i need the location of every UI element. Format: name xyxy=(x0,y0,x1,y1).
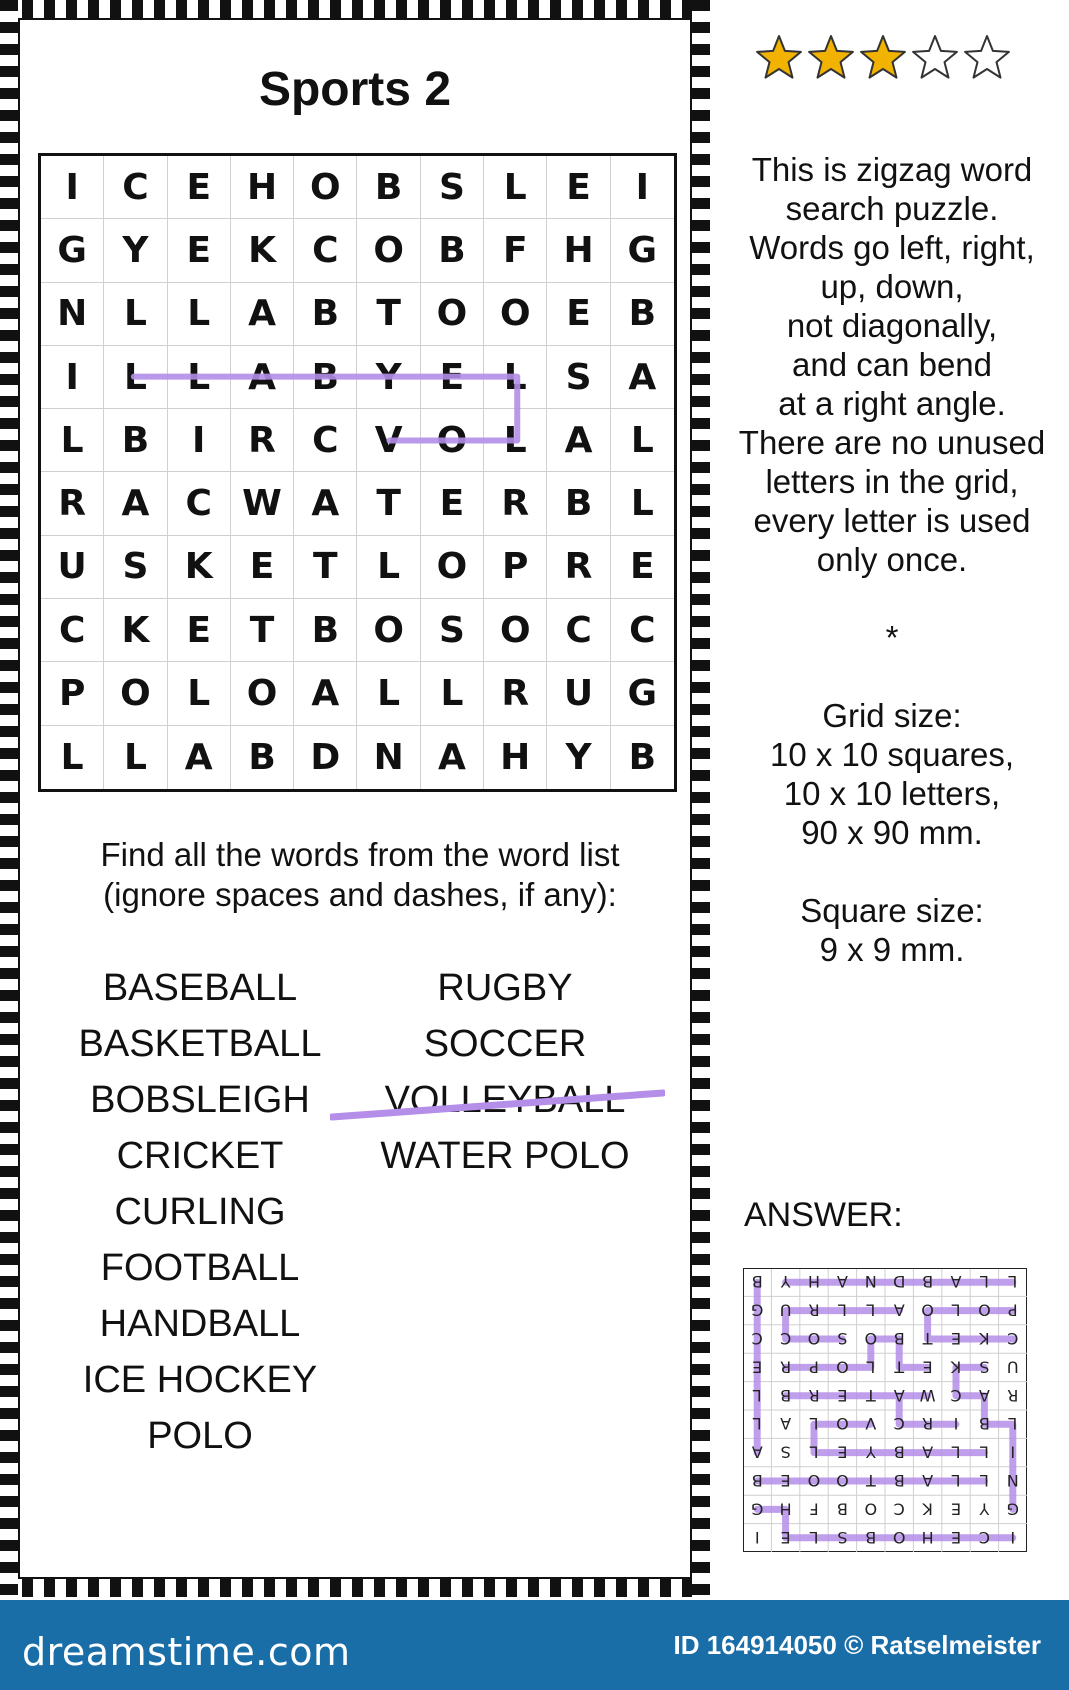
grid-cell: A xyxy=(611,346,674,409)
star-filled-icon xyxy=(757,36,801,78)
grid-cell: E xyxy=(168,219,231,282)
answer-cell-letter: C xyxy=(978,1527,990,1547)
grid-cell: K xyxy=(104,599,167,662)
answer-cell-letter: E xyxy=(780,1527,791,1547)
answer-cell-letter: L xyxy=(752,1385,762,1405)
answer-cell-letter: O xyxy=(836,1471,849,1490)
word-list-column-1 xyxy=(55,960,345,1464)
answer-cell-letter: B xyxy=(751,1272,763,1292)
answer-cell-letter: N xyxy=(864,1272,877,1292)
word-list-item: RUGBY xyxy=(437,967,573,1009)
grid-cell: C xyxy=(104,156,167,219)
page-title: Sports 2 xyxy=(258,63,452,116)
answer-cell-letter: A xyxy=(780,1414,792,1434)
brand-logo: dreamstime.com xyxy=(22,1630,351,1674)
grid-cell: V xyxy=(357,409,420,472)
answer-cell-letter: S xyxy=(837,1527,848,1547)
answer-cell-letter: R xyxy=(922,1414,934,1434)
answer-cell-letter: K xyxy=(979,1329,990,1348)
answer-cell-letter: L xyxy=(951,1300,961,1320)
answer-cell-letter: O xyxy=(836,1357,849,1377)
grid-cell: I xyxy=(611,156,674,219)
description-line: up, down, xyxy=(820,268,964,305)
grid-cell: A xyxy=(168,726,231,789)
grid-cell: B xyxy=(231,726,294,789)
answer-cell-letter: F xyxy=(809,1499,819,1519)
description-line: 10 x 10 letters, xyxy=(783,775,1001,812)
answer-cell-letter: L xyxy=(809,1527,819,1547)
grid-cell: C xyxy=(294,219,357,282)
answer-cell-letter: A xyxy=(978,1385,990,1405)
grid-cell: R xyxy=(41,472,104,535)
answer-cell-letter: T xyxy=(922,1329,933,1348)
description-line: at a right angle. xyxy=(778,385,1006,422)
instruction-line-1: Find all the words from the word list xyxy=(100,836,620,873)
word-list-item: ICE HOCKEY xyxy=(82,1359,318,1401)
answer-cell-letter: R xyxy=(780,1357,792,1377)
grid-cell: A xyxy=(231,283,294,346)
grid-cell: O xyxy=(484,283,547,346)
word-list-item: FOOTBALL xyxy=(100,1247,300,1289)
grid-cell: L xyxy=(421,662,484,725)
grid-cell: E xyxy=(168,156,231,219)
answer-cell-letter: C xyxy=(780,1329,792,1348)
description-line: search puzzle. xyxy=(785,190,999,227)
grid-cell: O xyxy=(231,662,294,725)
answer-cell-letter: A xyxy=(836,1272,848,1292)
answer-cell-letter: H xyxy=(807,1272,821,1292)
word-list-item: BASEBALL xyxy=(102,967,298,1009)
grid-cell: H xyxy=(547,219,610,282)
grid-cell: C xyxy=(41,599,104,662)
word-list-item: POLO xyxy=(147,1415,253,1457)
answer-cell-letter: L xyxy=(1008,1272,1018,1292)
description-line: * xyxy=(885,619,899,656)
grid-cell: K xyxy=(231,219,294,282)
grid-cell: G xyxy=(611,219,674,282)
grid-cell: C xyxy=(294,409,357,472)
answer-cell-letter: I xyxy=(1010,1442,1016,1462)
answer-cell-letter: E xyxy=(950,1499,962,1519)
grid-cell: O xyxy=(357,599,420,662)
answer-cell-letter: C xyxy=(893,1414,905,1434)
answer-cell-letter: O xyxy=(892,1527,906,1547)
frame-border-left xyxy=(0,0,18,1597)
answer-cell-letter: O xyxy=(807,1329,821,1348)
answer-cell-letter: O xyxy=(864,1499,878,1519)
frame-border-right xyxy=(692,0,710,1597)
answer-cell-letter: A xyxy=(950,1272,962,1292)
answer-cell-letter: O xyxy=(978,1300,991,1320)
grid-cell: O xyxy=(484,599,547,662)
grid-cell: B xyxy=(294,346,357,409)
instructions xyxy=(40,835,680,915)
grid-cell: B xyxy=(104,409,167,472)
grid-cell: B xyxy=(357,156,420,219)
grid-cell: L xyxy=(611,472,674,535)
answer-cell-letter: A xyxy=(922,1442,934,1462)
answer-cell-letter: N xyxy=(1006,1471,1019,1490)
grid-cell: H xyxy=(484,726,547,789)
answer-cell-letter: W xyxy=(919,1385,936,1405)
grid-cell: O xyxy=(357,219,420,282)
grid-cell: E xyxy=(611,536,674,599)
answer-cell-letter: R xyxy=(808,1300,820,1320)
answer-cell-letter: L xyxy=(809,1442,819,1462)
answer-cell-letter: S xyxy=(780,1442,791,1462)
answer-cell-letter: L xyxy=(951,1471,961,1490)
grid-cell: L xyxy=(104,283,167,346)
answer-cell-letter: R xyxy=(808,1385,820,1405)
grid-cell: A xyxy=(104,472,167,535)
answer-cell-letter: L xyxy=(866,1300,876,1320)
grid-cell: P xyxy=(41,662,104,725)
answer-cell-letter: G xyxy=(1006,1499,1020,1519)
grid-cell: S xyxy=(547,346,610,409)
description-line: 9 x 9 mm. xyxy=(819,931,965,968)
answer-cell-letter: E xyxy=(837,1442,848,1462)
word-list-item: BOBSLEIGH xyxy=(90,1079,310,1121)
grid-cell: T xyxy=(357,472,420,535)
grid-cell: B xyxy=(611,283,674,346)
answer-cell-letter: L xyxy=(809,1414,819,1434)
answer-cell-letter: S xyxy=(979,1357,990,1377)
answer-cell-letter: A xyxy=(893,1300,905,1320)
answer-cell-letter: O xyxy=(864,1329,878,1348)
grid-cell: T xyxy=(294,536,357,599)
description-line: and can bend xyxy=(791,346,992,383)
answer-cell-letter: L xyxy=(979,1471,989,1490)
answer-cell-letter: C xyxy=(950,1385,962,1405)
grid-cell: L xyxy=(41,726,104,789)
frame-border-top xyxy=(0,0,710,18)
image-credit: ID 164914050 © Ratselmeister xyxy=(673,1630,1041,1660)
answer-cell-letter: V xyxy=(865,1414,877,1434)
answer-cell-letter: Y xyxy=(979,1499,990,1519)
grid-cell: E xyxy=(547,283,610,346)
grid-cell: U xyxy=(547,662,610,725)
answer-cell-letter: B xyxy=(978,1414,990,1434)
answer-cell-letter: Y xyxy=(780,1272,791,1292)
answer-cell-letter: H xyxy=(921,1527,934,1547)
grid-cell: E xyxy=(168,599,231,662)
answer-cell-letter: T xyxy=(894,1357,905,1377)
answer-cell-letter: C xyxy=(893,1499,905,1519)
star-filled-icon xyxy=(809,36,853,78)
description-line: letters in the grid, xyxy=(765,463,1019,500)
answer-cell-letter: L xyxy=(979,1442,989,1462)
grid-cell: L xyxy=(611,409,674,472)
answer-cell-letter: A xyxy=(751,1442,763,1462)
answer-cell-letter: D xyxy=(893,1272,906,1292)
grid-cell: S xyxy=(104,536,167,599)
grid-cell: E xyxy=(421,346,484,409)
answer-cell-letter: R xyxy=(1007,1385,1019,1405)
answer-cell-letter: A xyxy=(893,1385,905,1405)
grid-cell: A xyxy=(294,662,357,725)
grid-cell: N xyxy=(357,726,420,789)
grid-cell: L xyxy=(357,662,420,725)
answer-cell-letter: E xyxy=(950,1329,962,1348)
grid-cell: O xyxy=(294,156,357,219)
answer-cell-letter: L xyxy=(752,1414,762,1434)
answer-cell-letter: E xyxy=(837,1385,848,1405)
grid-cell: I xyxy=(41,346,104,409)
grid-cell: L xyxy=(484,156,547,219)
description-line xyxy=(722,657,1062,696)
description-line: This is zigzag word xyxy=(751,151,1033,188)
grid-cell: I xyxy=(168,409,231,472)
grid-cell: H xyxy=(231,156,294,219)
grid-cell: L xyxy=(168,662,231,725)
answer-cell-letter: H xyxy=(779,1499,792,1519)
grid-cell: K xyxy=(168,536,231,599)
answer-cell-letter: B xyxy=(893,1442,905,1462)
grid-cell: R xyxy=(231,409,294,472)
star-empty-icon xyxy=(913,36,957,78)
answer-cell-letter: E xyxy=(752,1357,763,1377)
instruction-line-2: (ignore spaces and dashes, if any): xyxy=(103,876,617,913)
answer-label: ANSWER: xyxy=(744,1196,903,1234)
grid-cell: D xyxy=(294,726,357,789)
grid-cell: B xyxy=(421,219,484,282)
grid-cell: R xyxy=(484,472,547,535)
answer-cell-letter: L xyxy=(979,1272,989,1292)
grid-cell: W xyxy=(231,472,294,535)
word-list-item: BASKETBALL xyxy=(78,1023,322,1065)
answer-cell-letter: B xyxy=(865,1527,877,1547)
answer-cell-letter: O xyxy=(921,1300,934,1320)
frame-border-bottom xyxy=(0,1579,710,1597)
answer-cell-letter: P xyxy=(809,1357,819,1377)
answer-cell-letter: I xyxy=(953,1414,959,1434)
answer-cell-letter: B xyxy=(893,1329,905,1348)
grid-cell: O xyxy=(421,283,484,346)
answer-key-grid xyxy=(743,1268,1027,1552)
grid-cell: G xyxy=(611,662,674,725)
description-line: Words go left, right, xyxy=(749,229,1035,266)
grid-cell: E xyxy=(547,156,610,219)
answer-cell-letter: S xyxy=(837,1329,848,1348)
answer-cell-letter: K xyxy=(922,1499,933,1519)
grid-cell: N xyxy=(41,283,104,346)
grid-cell: L xyxy=(484,409,547,472)
word-list-item: CRICKET xyxy=(116,1135,284,1177)
grid-cell: O xyxy=(421,536,484,599)
grid-cell: S xyxy=(421,156,484,219)
answer-cell-letter: Y xyxy=(865,1442,876,1462)
answer-cell-letter: C xyxy=(751,1329,763,1348)
answer-cell-letter: L xyxy=(1008,1414,1018,1434)
grid-cell: B xyxy=(547,472,610,535)
answer-cell-letter: E xyxy=(950,1527,962,1547)
description-line: 90 x 90 mm. xyxy=(801,814,983,851)
answer-cell-letter: O xyxy=(807,1471,821,1490)
answer-cell-letter: U xyxy=(1006,1357,1019,1377)
grid-cell: G xyxy=(41,219,104,282)
answer-cell-letter: E xyxy=(780,1471,791,1490)
grid-cell: C xyxy=(547,599,610,662)
grid-cell: L xyxy=(168,283,231,346)
grid-cell: C xyxy=(168,472,231,535)
grid-cell: U xyxy=(41,536,104,599)
star-filled-icon xyxy=(861,36,905,78)
grid-cell: B xyxy=(628,736,657,778)
word-list-item: HANDBALL xyxy=(99,1303,301,1345)
grid-cell: E xyxy=(421,472,484,535)
answer-cell-letter: G xyxy=(750,1499,764,1519)
description-line: 10 x 10 squares, xyxy=(770,736,1014,773)
grid-cell: L xyxy=(104,726,167,789)
grid-cell: O xyxy=(421,409,484,472)
answer-cell-letter: L xyxy=(866,1357,876,1377)
grid-cell: O xyxy=(104,662,167,725)
grid-cell: L xyxy=(104,346,167,409)
grid-cell: S xyxy=(421,599,484,662)
answer-cell-letter: B xyxy=(836,1499,848,1519)
grid-cell: P xyxy=(484,536,547,599)
grid-cell: R xyxy=(484,662,547,725)
answer-cell-letter: U xyxy=(779,1300,792,1320)
answer-cell-letter: E xyxy=(922,1357,933,1377)
answer-cell-letter: K xyxy=(950,1357,962,1377)
answer-cell-letter: L xyxy=(837,1300,847,1320)
grid-cell: A xyxy=(421,726,484,789)
grid-cell: B xyxy=(294,599,357,662)
description-line: not diagonally, xyxy=(786,307,998,344)
answer-cell-letter: I xyxy=(1010,1527,1016,1547)
word-list-item: VOLLEYBALL xyxy=(384,1079,626,1121)
answer-cell-letter: C xyxy=(1007,1329,1019,1348)
star-empty-icon xyxy=(965,36,1009,78)
answer-cell-letter: B xyxy=(922,1272,934,1292)
word-list-item: WATER POLO xyxy=(380,1135,630,1177)
grid-cell: A xyxy=(547,409,610,472)
answer-cell-letter: T xyxy=(865,1385,876,1405)
answer-cell-letter: I xyxy=(754,1527,760,1547)
grid-cell: Y xyxy=(357,346,420,409)
answer-cell-letter: T xyxy=(865,1471,876,1490)
grid-cell: L xyxy=(357,536,420,599)
description-line: There are no unused xyxy=(738,424,1046,461)
word-list-item: CURLING xyxy=(114,1191,286,1233)
grid-cell: L xyxy=(168,346,231,409)
answer-cell-letter: B xyxy=(751,1471,763,1490)
description-line xyxy=(722,852,1062,891)
word-list-column-2 xyxy=(355,960,655,1184)
grid-cell: Y xyxy=(547,726,610,789)
puzzle-description xyxy=(722,150,1062,969)
footer-bar xyxy=(0,1600,1069,1690)
grid-cell: F xyxy=(484,219,547,282)
grid-cell: R xyxy=(547,536,610,599)
grid-cell: L xyxy=(484,346,547,409)
description-line: only once. xyxy=(816,541,968,578)
grid-cell: B xyxy=(294,283,357,346)
grid-cell: I xyxy=(41,156,104,219)
description-line: Grid size: xyxy=(822,697,962,734)
answer-cell-letter: G xyxy=(750,1300,764,1320)
description-line: every letter is used xyxy=(753,502,1031,539)
grid-cell: Y xyxy=(104,219,167,282)
description-line: Square size: xyxy=(800,892,984,929)
grid-cell: T xyxy=(231,599,294,662)
answer-cell-letter: B xyxy=(893,1471,905,1490)
answer-cell-letter: B xyxy=(780,1385,792,1405)
grid-cell: T xyxy=(357,283,420,346)
grid-cell: L xyxy=(41,409,104,472)
answer-cell-letter: O xyxy=(836,1414,849,1434)
grid-cell: A xyxy=(294,472,357,535)
letter-grid xyxy=(38,153,677,792)
grid-cell: A xyxy=(231,346,294,409)
grid-cell: E xyxy=(231,536,294,599)
grid-cell: C xyxy=(611,599,674,662)
difficulty-rating xyxy=(755,32,1011,84)
answer-cell-letter: L xyxy=(951,1442,961,1462)
description-line xyxy=(722,579,1062,618)
answer-cell-letter: P xyxy=(1007,1300,1018,1320)
answer-cell-letter: A xyxy=(922,1471,934,1490)
word-list-item: SOCCER xyxy=(423,1023,587,1065)
